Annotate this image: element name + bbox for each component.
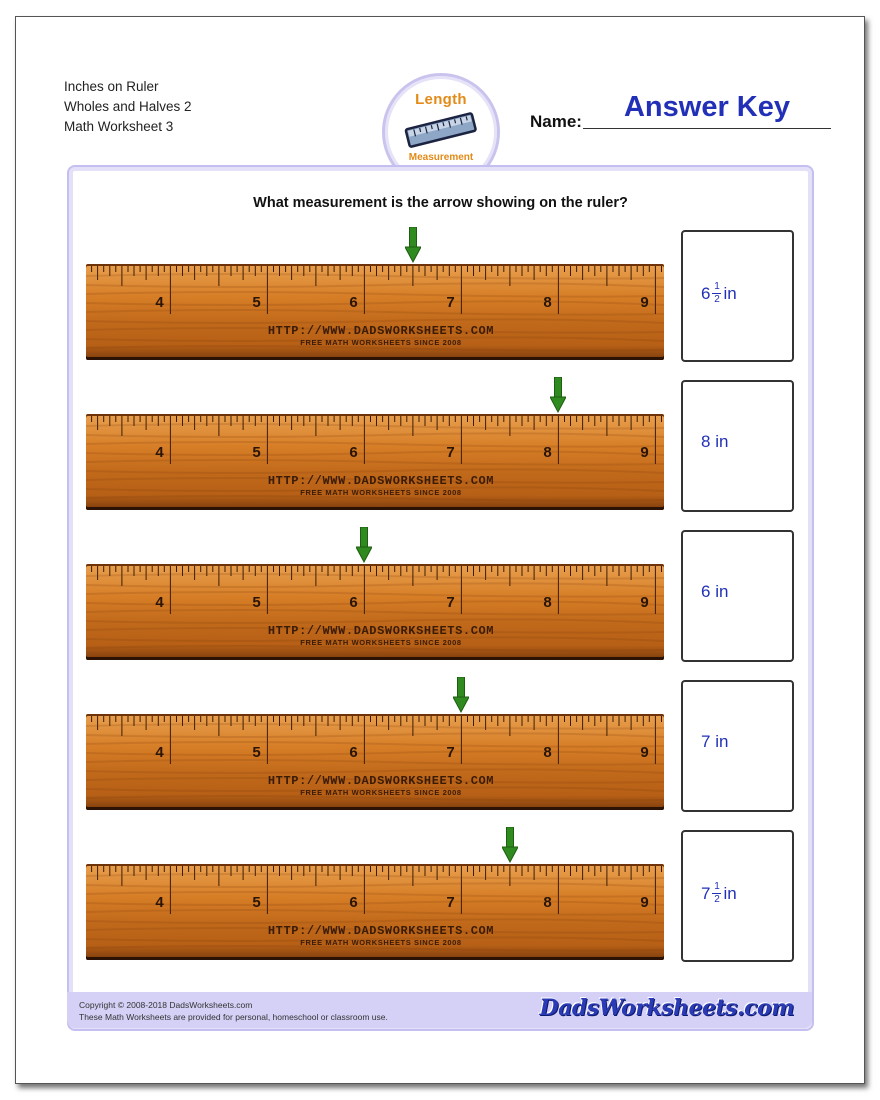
footer	[67, 992, 812, 1028]
ruler-number: 7	[446, 444, 455, 461]
question-text: What measurement is the arrow showing on the ruler?	[253, 195, 628, 211]
ruler-url-text: HTTP://WWW.DADSWORKSHEETS.COM	[267, 774, 495, 788]
fraction-numerator: 1	[714, 881, 720, 892]
ruler-url-text: HTTP://WWW.DADSWORKSHEETS.COM	[267, 624, 495, 638]
ruler-number: 7	[446, 594, 455, 611]
answer-whole: 6	[701, 283, 711, 303]
ruler-number: 9	[640, 594, 649, 611]
ruler-tagline: FREE MATH WORKSHEETS SINCE 2008	[300, 488, 462, 497]
ruler-tagline: FREE MATH WORKSHEETS SINCE 2008	[300, 338, 462, 347]
answer-whole: 6	[701, 582, 711, 601]
fraction-denominator: 2	[714, 894, 720, 905]
pointer-arrow-icon	[453, 677, 469, 713]
answer-box[interactable]	[681, 530, 794, 662]
problem-row	[69, 830, 812, 960]
name-line	[583, 128, 831, 129]
copyright-text: Copyright © 2008-2018 DadsWorksheets.com	[79, 1000, 253, 1010]
ruler-number: 5	[252, 294, 261, 311]
answer-unit: in	[723, 883, 737, 903]
ruler-number: 5	[252, 744, 261, 761]
answer-box[interactable]	[681, 680, 794, 812]
worksheet-page	[15, 16, 865, 1084]
fraction-denominator: 2	[714, 294, 720, 305]
answer-value	[701, 432, 728, 452]
answer-unit: in	[710, 432, 729, 451]
worksheet-title-block	[64, 77, 192, 137]
ruler-number: 6	[349, 744, 358, 761]
ruler-number: 4	[155, 444, 164, 461]
ruler-number: 8	[543, 294, 552, 311]
ruler-icon	[403, 112, 479, 150]
ruler-number: 8	[543, 594, 552, 611]
ruler-number: 4	[155, 744, 164, 761]
ruler-number: 7	[446, 744, 455, 761]
wooden-ruler	[86, 264, 664, 360]
answer-value	[701, 882, 737, 905]
ruler-number: 7	[446, 294, 455, 311]
pointer-arrow-icon	[502, 827, 518, 863]
ruler-number: 5	[252, 594, 261, 611]
wooden-ruler	[86, 564, 664, 660]
answer-key-title: Answer Key	[623, 91, 790, 123]
ruler-number: 8	[543, 894, 552, 911]
badge-title: Length	[415, 91, 467, 108]
ruler-tagline: FREE MATH WORKSHEETS SINCE 2008	[300, 788, 462, 797]
ruler-number: 9	[640, 294, 649, 311]
pointer-arrow-icon	[550, 377, 566, 413]
ruler-url-text: HTTP://WWW.DADSWORKSHEETS.COM	[267, 324, 495, 338]
answer-unit: in	[710, 732, 729, 751]
title-line-2: Wholes and Halves 2	[64, 99, 192, 114]
ruler-number: 6	[349, 594, 358, 611]
problem-row	[69, 680, 812, 810]
ruler-tagline: FREE MATH WORKSHEETS SINCE 2008	[300, 638, 462, 647]
ruler-tagline: FREE MATH WORKSHEETS SINCE 2008	[300, 938, 462, 947]
answer-fraction	[712, 882, 721, 905]
wooden-ruler	[86, 864, 664, 960]
answer-box[interactable]	[681, 380, 794, 512]
ruler-number: 9	[640, 444, 649, 461]
problem-row	[69, 230, 812, 360]
ruler-number: 5	[252, 894, 261, 911]
title-line-3: Math Worksheet 3	[64, 119, 174, 134]
answer-box[interactable]	[681, 830, 794, 962]
ruler-url-text: HTTP://WWW.DADSWORKSHEETS.COM	[267, 474, 495, 488]
problems-panel	[67, 165, 814, 1031]
wooden-ruler	[86, 414, 664, 510]
footer-text	[79, 999, 388, 1023]
ruler-number: 6	[349, 294, 358, 311]
answer-whole: 7	[701, 883, 711, 903]
ruler-number: 7	[446, 894, 455, 911]
ruler-number: 4	[155, 594, 164, 611]
badge-subtitle: Measurement	[408, 152, 474, 163]
ruler-number: 6	[349, 444, 358, 461]
ruler-url-text: HTTP://WWW.DADSWORKSHEETS.COM	[267, 924, 495, 938]
pointer-arrow-icon	[356, 527, 372, 563]
ruler-number: 4	[155, 894, 164, 911]
answer-unit: in	[723, 283, 737, 303]
answer-value	[701, 732, 728, 752]
fraction-numerator: 1	[714, 281, 720, 292]
pointer-arrow-icon	[405, 227, 421, 263]
wooden-ruler	[86, 714, 664, 810]
name-label: Name:	[530, 112, 582, 131]
ruler-number: 8	[543, 744, 552, 761]
answer-fraction	[712, 282, 721, 305]
ruler-number: 9	[640, 744, 649, 761]
answer-whole: 8	[701, 432, 711, 451]
answer-value	[701, 582, 728, 602]
ruler-number: 5	[252, 444, 261, 461]
dadsworksheets-logo: DadsWorksheets.com	[539, 995, 794, 1021]
ruler-number: 9	[640, 894, 649, 911]
answer-unit: in	[710, 582, 729, 601]
title-line-1: Inches on Ruler	[64, 79, 159, 94]
ruler-number: 6	[349, 894, 358, 911]
usage-note: These Math Worksheets are provided for personal, homeschool or classroom use.	[79, 1012, 388, 1022]
answer-box[interactable]	[681, 230, 794, 362]
problem-row	[69, 380, 812, 510]
answer-value	[701, 282, 737, 305]
ruler-number: 8	[543, 444, 552, 461]
ruler-number: 4	[155, 294, 164, 311]
answer-whole: 7	[701, 732, 711, 751]
problem-row	[69, 530, 812, 660]
